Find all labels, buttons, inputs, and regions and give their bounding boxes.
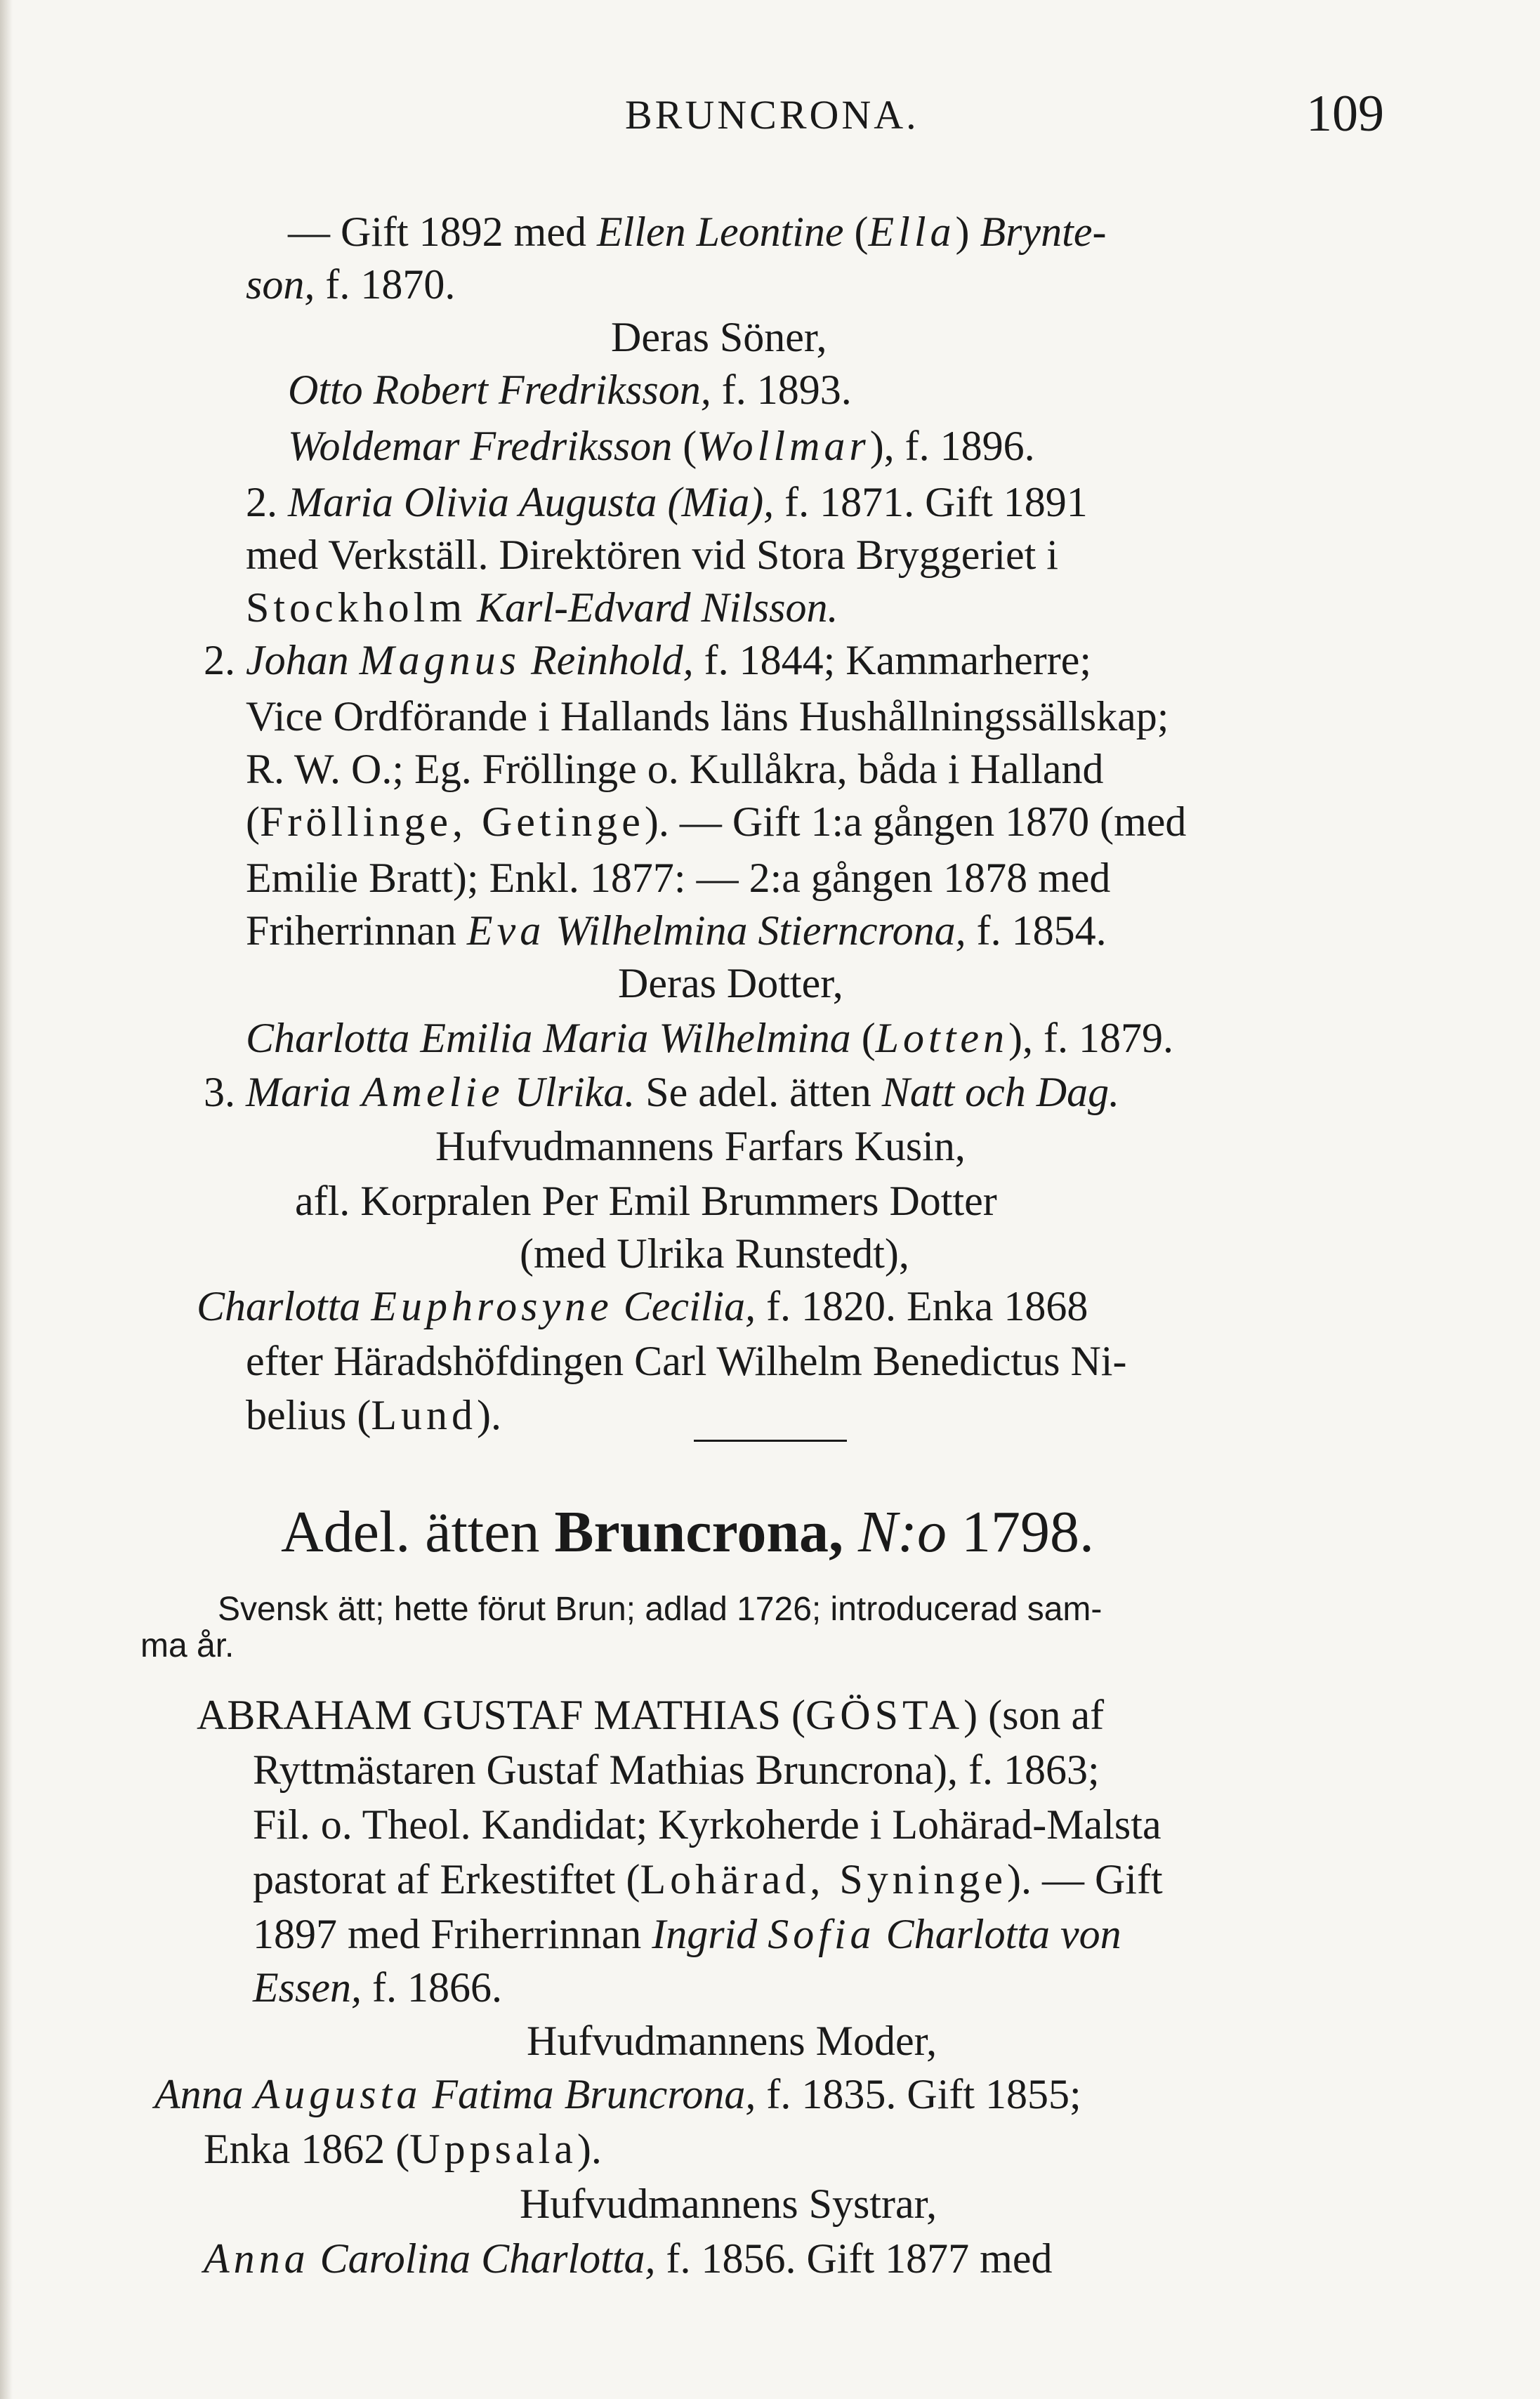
text-line: 1897 med Friherrinnan Ingrid Sofia Charlotta von bbox=[253, 1911, 1121, 1957]
text-line: 3. Maria Amelie Ulrika. Se adel. ätten Natt och Dag. bbox=[204, 1069, 1120, 1115]
text-line: Anna Carolina Charlotta, f. 1856. Gift 1877 med bbox=[204, 2235, 1053, 2282]
text-line: (med Ulrika Runstedt), bbox=[520, 1230, 909, 1277]
text-line: Vice Ordförande i Hallands läns Hushållningssällskap; bbox=[246, 693, 1169, 740]
text-line: Deras Dotter, bbox=[618, 960, 843, 1006]
text-line: efter Häradshöfdingen Carl Wilhelm Benedictus Ni- bbox=[246, 1338, 1127, 1384]
text-line: belius (Lund). bbox=[246, 1392, 501, 1438]
section-intro: Svensk ätt; hette förut Brun; adlad 1726; introducerad sam- bbox=[218, 1591, 1103, 1628]
text-line: Enka 1862 (Uppsala). bbox=[204, 2126, 602, 2172]
text-line: R. W. O.; Eg. Fröllinge o. Kullåkra, båda i Halland bbox=[246, 746, 1104, 792]
page-binding-edge bbox=[0, 0, 13, 2399]
text-line: Fil. o. Theol. Kandidat; Kyrkoherde i Lohärad-Malsta bbox=[253, 1801, 1161, 1848]
text-line: Charlotta Euphrosyne Cecilia, f. 1820. Enka 1868 bbox=[197, 1283, 1088, 1329]
text-line: med Verkställ. Direktören vid Stora Bryggeriet i bbox=[246, 532, 1058, 578]
text-line: Anna Augusta Fatima Bruncrona, f. 1835. Gift 1855; bbox=[154, 2071, 1081, 2117]
running-header: BRUNCRONA. bbox=[625, 92, 919, 138]
text-line: Essen, f. 1866. bbox=[253, 1964, 502, 2011]
text-line: 2. Maria Olivia Augusta (Mia), f. 1871. Gift 1891 bbox=[246, 479, 1088, 525]
text-line: Stockholm Karl-Edvard Nilsson. bbox=[246, 584, 838, 631]
text-line: Hufvudmannens Farfars Kusin, bbox=[435, 1123, 966, 1169]
text-line: ABRAHAM GUSTAF MATHIAS (GÖSTA) (son af bbox=[197, 1692, 1105, 1738]
text-line: Friherrinnan Eva Wilhelmina Stierncrona, f. 1854. bbox=[246, 907, 1107, 954]
text-line: Woldemar Fredriksson (Wollmar), f. 1896. bbox=[288, 423, 1035, 469]
section-title: Adel. ätten Bruncrona, N:o 1798. bbox=[281, 1499, 1095, 1565]
text-line: afl. Korpralen Per Emil Brummers Dotter bbox=[295, 1178, 997, 1224]
text-line: Hufvudmannens Moder, bbox=[527, 2018, 937, 2064]
text-line: Ryttmästaren Gustaf Mathias Bruncrona), f. 1863; bbox=[253, 1747, 1100, 1793]
section-intro: ma år. bbox=[140, 1627, 235, 1664]
text-line: Charlotta Emilia Maria Wilhelmina (Lotten), f. 1879. bbox=[246, 1015, 1173, 1061]
text-line: Otto Robert Fredriksson, f. 1893. bbox=[288, 367, 852, 413]
text-line: Emilie Bratt); Enkl. 1877: — 2:a gången 1878 med bbox=[246, 855, 1111, 901]
text-line: (Fröllinge, Getinge). — Gift 1:a gången 1870 (med bbox=[246, 798, 1187, 845]
page-number: 109 bbox=[1306, 85, 1384, 143]
text-line: pastorat af Erkestiftet (Lohärad, Syninge). — Gift bbox=[253, 1856, 1163, 1902]
text-line: — Gift 1892 med Ellen Leontine (Ella) Brynte- bbox=[288, 209, 1107, 255]
text-line: Hufvudmannens Systrar, bbox=[520, 2181, 937, 2227]
text-line: Deras Söner, bbox=[611, 314, 827, 360]
text-line: son, f. 1870. bbox=[246, 261, 456, 308]
text-line: 2. Johan Magnus Reinhold, f. 1844; Kammarherre; bbox=[204, 637, 1092, 683]
section-divider bbox=[694, 1440, 847, 1442]
